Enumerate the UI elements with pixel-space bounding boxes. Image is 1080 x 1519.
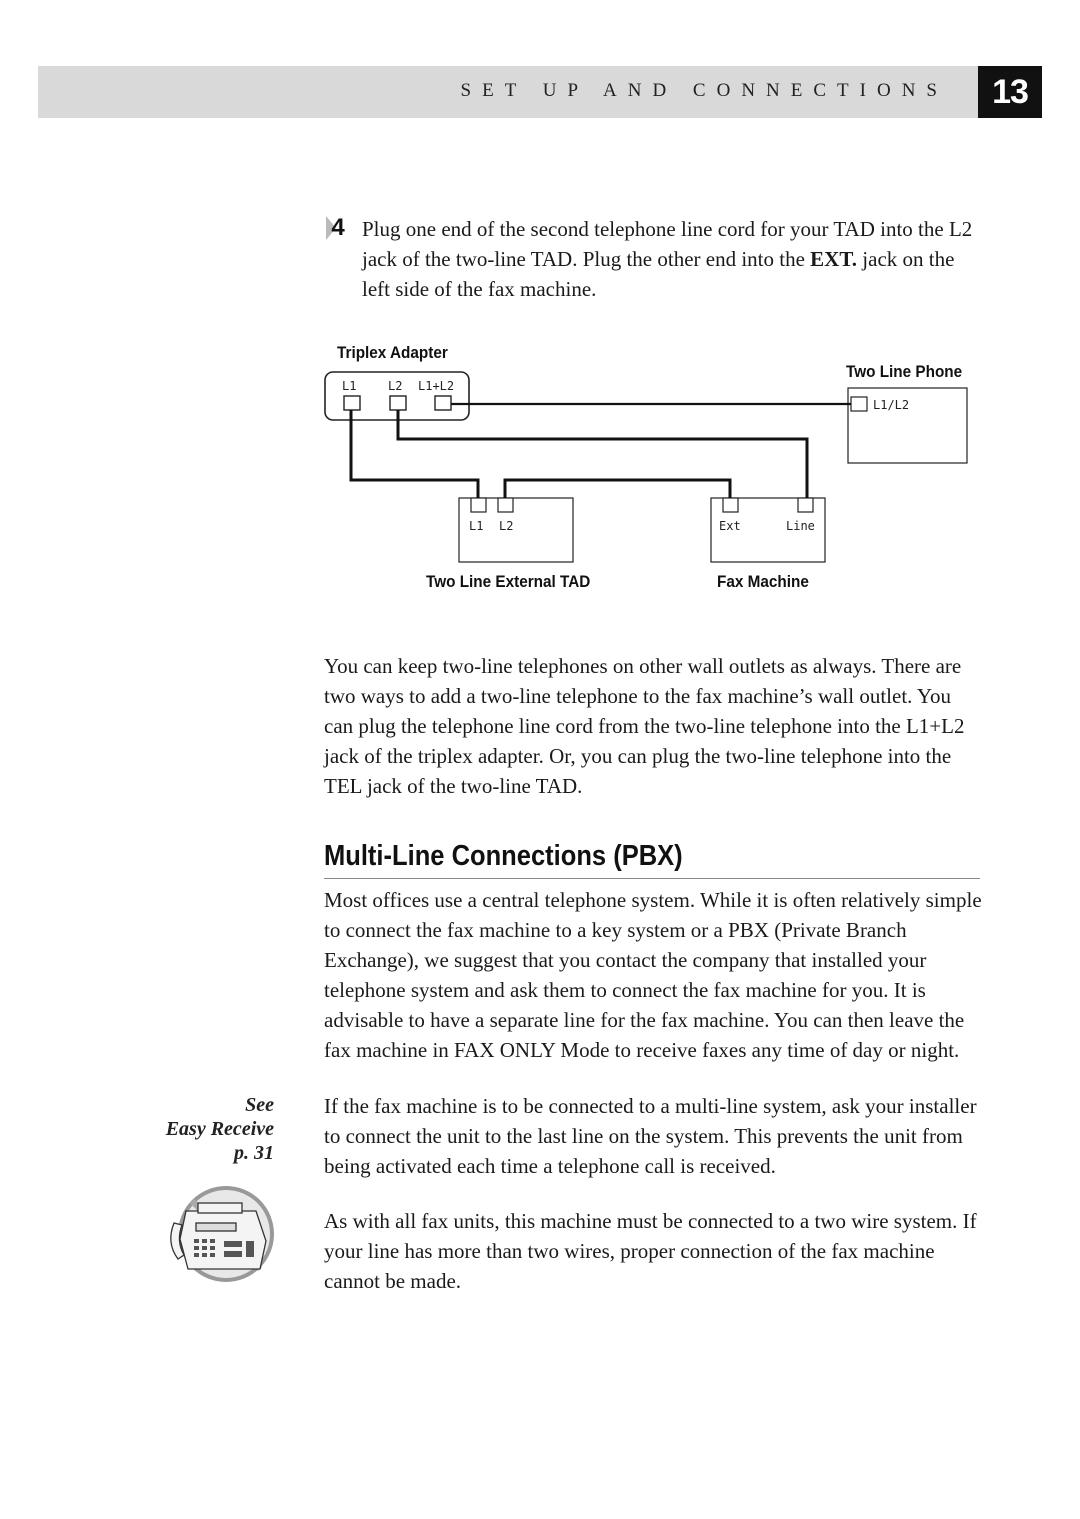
triplex-jack-l2-label: L2	[388, 379, 403, 393]
wire-tad-l2-to-fax-ext	[505, 480, 730, 498]
phone-jack	[851, 397, 867, 411]
section-heading: Multi-Line Connections (PBX)	[324, 840, 683, 872]
triplex-jack-l1l2	[435, 396, 451, 410]
fax-machine-icon	[160, 1183, 278, 1285]
page-number: 13	[978, 66, 1042, 118]
section-header-bar	[38, 66, 978, 118]
fax-machine-label: Fax Machine	[717, 572, 809, 591]
pbx-paragraph-1: Most offices use a central telephone system. While it is often relatively simple to connect the fax machine to a key system or a PBX (Private Branch Exchange), we suggest that you contact the company that installed your telephone system and ask them to connect the fax machine for you. It is advisable to have a separate line for the fax machine. You can then leave the fax machine in FAX ONLY Mode to receive faxes any time of day or night.	[324, 888, 982, 1062]
wire-l1-to-tad	[351, 410, 478, 498]
step-number: 4	[326, 214, 350, 242]
triplex-jack-l1-label: L1	[342, 379, 357, 393]
triplex-jack-l1l2-label: L1+L2	[418, 379, 455, 393]
two-line-phone-paragraph: You can keep two-line telephones on other wall outlets as always. There are two ways to add a two-line telephone to the fax machine’s wall outlet. You can plug the telephone line cord from the two-line telephone into the L1+L2 jack of the triplex adapter. Or, you can plug the two-line telephone into the TEL jack of the two-line TAD.	[324, 654, 965, 798]
tad-jack-l2-label: L2	[499, 519, 514, 533]
fax-jack-ext	[723, 498, 738, 512]
fax-jack-ext-label: Ext	[719, 519, 741, 533]
tad-jack-l2	[498, 498, 513, 512]
tad-label: Two Line External TAD	[426, 572, 591, 591]
step-instruction: Plug one end of the second telephone line cord for your TAD into the L2 jack of the two-line TAD. Plug the other end into the EXT. jack on the left side of the fax machine.	[362, 217, 973, 301]
two-line-phone-label: Two Line Phone	[846, 362, 963, 381]
heading-rule	[324, 878, 980, 879]
wiring-diagram-svg	[320, 338, 980, 568]
margin-note-see: See	[245, 1094, 274, 1116]
pbx-paragraph-3: As with all fax units, this machine must be connected to a two wire system. If your line has more than two wires, proper connection of the fax machine cannot be made.	[324, 1209, 977, 1293]
triplex-jack-l2	[390, 396, 406, 410]
fax-jack-line	[798, 498, 813, 512]
section-title: SET UP AND CONNECTIONS	[460, 80, 948, 101]
margin-cross-reference	[166, 1093, 274, 1165]
fax-jack-line-label: Line	[786, 519, 815, 533]
margin-note-title: Easy Receive	[165, 1118, 274, 1140]
pbx-paragraph-2: If the fax machine is to be connected to a multi-line system, ask your installer to connect the unit to the last line on the system. This prevents the unit from being activated each time a telephone call is received.	[324, 1094, 977, 1178]
tad-jack-l1-label: L1	[469, 519, 484, 533]
triplex-jack-l1	[344, 396, 360, 410]
phone-jack-label: L1/L2	[873, 398, 910, 412]
tad-jack-l1	[471, 498, 486, 512]
connection-diagram	[320, 338, 980, 608]
margin-note-page: p. 31	[234, 1142, 274, 1164]
triplex-adapter-label: Triplex Adapter	[337, 343, 448, 362]
wire-l2-to-fax-line	[398, 410, 807, 498]
